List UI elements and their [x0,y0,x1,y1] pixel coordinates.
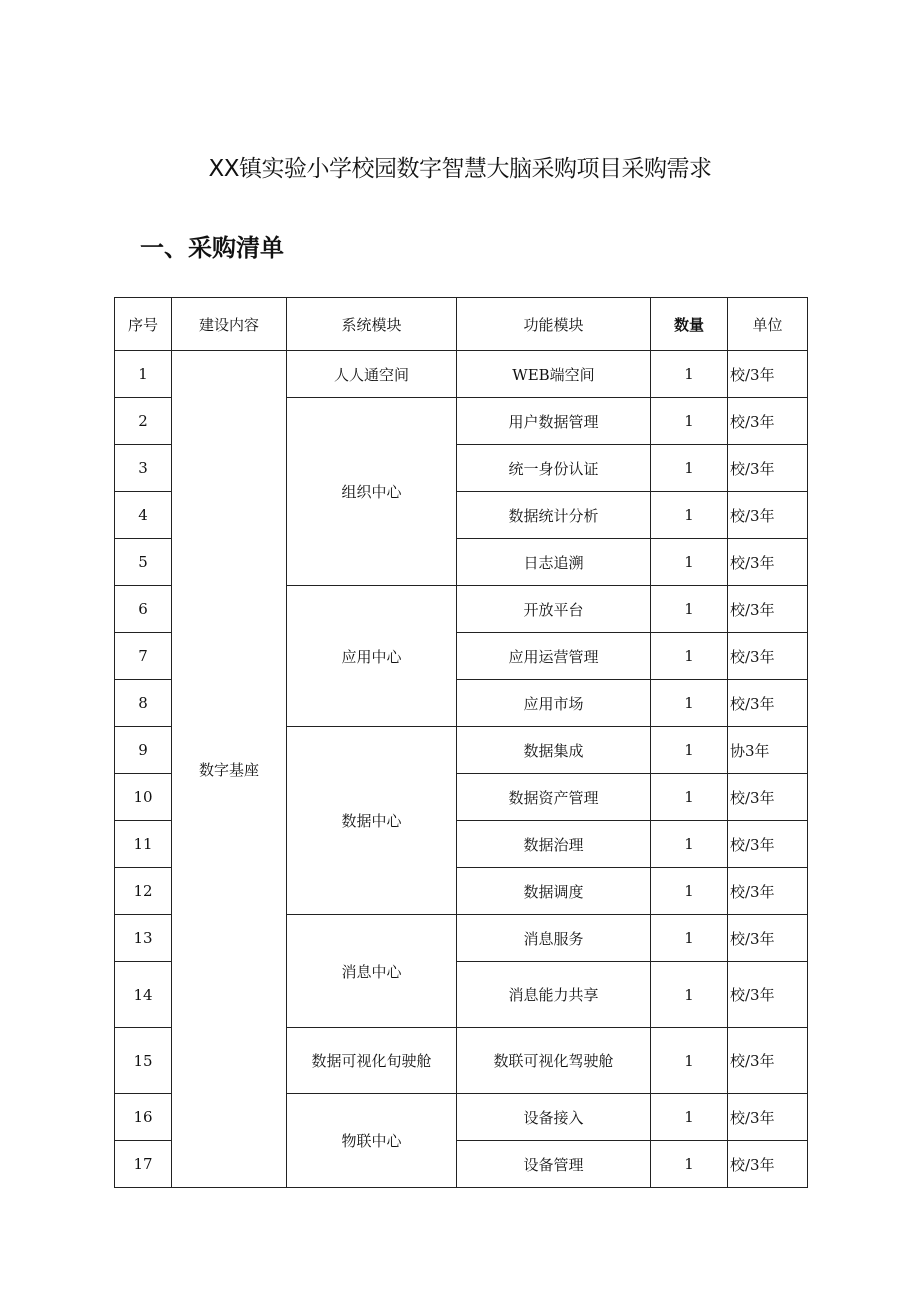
function-module-cell: 统一身份认证 [457,445,651,492]
quantity-cell: 1 [651,445,728,492]
header-no: 序号 [115,298,172,351]
table-header-row [115,298,808,351]
quantity-cell: 1 [651,633,728,680]
quantity-cell: 1 [651,586,728,633]
row-number: 1 [115,351,172,398]
unit-cell: 校/3年 [728,821,808,868]
system-module-cell: 数据可视化旬驶舱 [287,1028,457,1094]
unit-cell: 校/3年 [728,868,808,915]
function-module-cell: 用户数据管理 [457,398,651,445]
unit-cell: 校/3年 [728,1094,808,1141]
quantity-cell: 1 [651,868,728,915]
unit-cell: 校/3年 [728,1141,808,1188]
row-number: 5 [115,539,172,586]
row-number: 10 [115,774,172,821]
row-number: 2 [115,398,172,445]
quantity-cell: 1 [651,962,728,1028]
system-module-cell: 人人通空间 [287,351,457,398]
quantity-cell: 1 [651,915,728,962]
system-module-cell: 物联中心 [287,1094,457,1188]
row-number: 16 [115,1094,172,1141]
table-body [115,351,808,1188]
function-module-cell: 消息服务 [457,915,651,962]
quantity-cell: 1 [651,1028,728,1094]
row-number: 14 [115,962,172,1028]
unit-cell: 校/3年 [728,915,808,962]
row-number: 4 [115,492,172,539]
function-module-cell: 设备管理 [457,1141,651,1188]
section-heading: 一、采购清单 [140,234,284,262]
header-construction: 建设内容 [172,298,287,351]
unit-cell: 校/3年 [728,539,808,586]
system-module-cell: 应用中心 [287,586,457,727]
function-module-cell: 数据治理 [457,821,651,868]
unit-cell: 校/3年 [728,492,808,539]
row-number: 9 [115,727,172,774]
row-number: 8 [115,680,172,727]
function-module-cell: 日志追溯 [457,539,651,586]
row-number: 12 [115,868,172,915]
unit-cell: 校/3年 [728,633,808,680]
row-number: 17 [115,1141,172,1188]
document-title: XX镇实验小学校园数字智慧大脑采购项目采购需求 [208,156,712,182]
function-module-cell: 数据调度 [457,868,651,915]
unit-cell: 校/3年 [728,962,808,1028]
function-module-cell: 设备接入 [457,1094,651,1141]
quantity-cell: 1 [651,1141,728,1188]
function-module-cell: 消息能力共享 [457,962,651,1028]
function-module-cell: WEB端空间 [457,351,651,398]
procurement-table [114,297,808,1188]
unit-cell: 校/3年 [728,351,808,398]
quantity-cell: 1 [651,774,728,821]
header-system-module: 系统模块 [287,298,457,351]
row-number: 11 [115,821,172,868]
quantity-cell: 1 [651,1094,728,1141]
function-module-cell: 数据资产管理 [457,774,651,821]
quantity-cell: 1 [651,351,728,398]
unit-cell: 校/3年 [728,680,808,727]
header-quantity: 数量 [651,298,728,351]
row-number: 3 [115,445,172,492]
system-module-cell: 数据中心 [287,727,457,915]
function-module-cell: 数据统计分析 [457,492,651,539]
function-module-cell: 应用市场 [457,680,651,727]
construction-cell: 数字基座 [172,351,287,1188]
unit-cell: 校/3年 [728,1028,808,1094]
function-module-cell: 数联可视化驾驶舱 [457,1028,651,1094]
header-function-module: 功能模块 [457,298,651,351]
function-module-cell: 应用运营管理 [457,633,651,680]
row-number: 15 [115,1028,172,1094]
quantity-cell: 1 [651,727,728,774]
row-number: 7 [115,633,172,680]
unit-cell: 校/3年 [728,398,808,445]
function-module-cell: 数据集成 [457,727,651,774]
quantity-cell: 1 [651,539,728,586]
row-number: 6 [115,586,172,633]
header-unit: 单位 [728,298,808,351]
unit-cell: 校/3年 [728,774,808,821]
unit-cell: 校/3年 [728,586,808,633]
quantity-cell: 1 [651,492,728,539]
system-module-cell: 消息中心 [287,915,457,1028]
system-module-cell: 组织中心 [287,398,457,586]
row-number: 13 [115,915,172,962]
quantity-cell: 1 [651,680,728,727]
table-row [115,351,808,398]
unit-cell: 校/3年 [728,445,808,492]
quantity-cell: 1 [651,398,728,445]
unit-cell: 协3年 [728,727,808,774]
quantity-cell: 1 [651,821,728,868]
function-module-cell: 开放平台 [457,586,651,633]
